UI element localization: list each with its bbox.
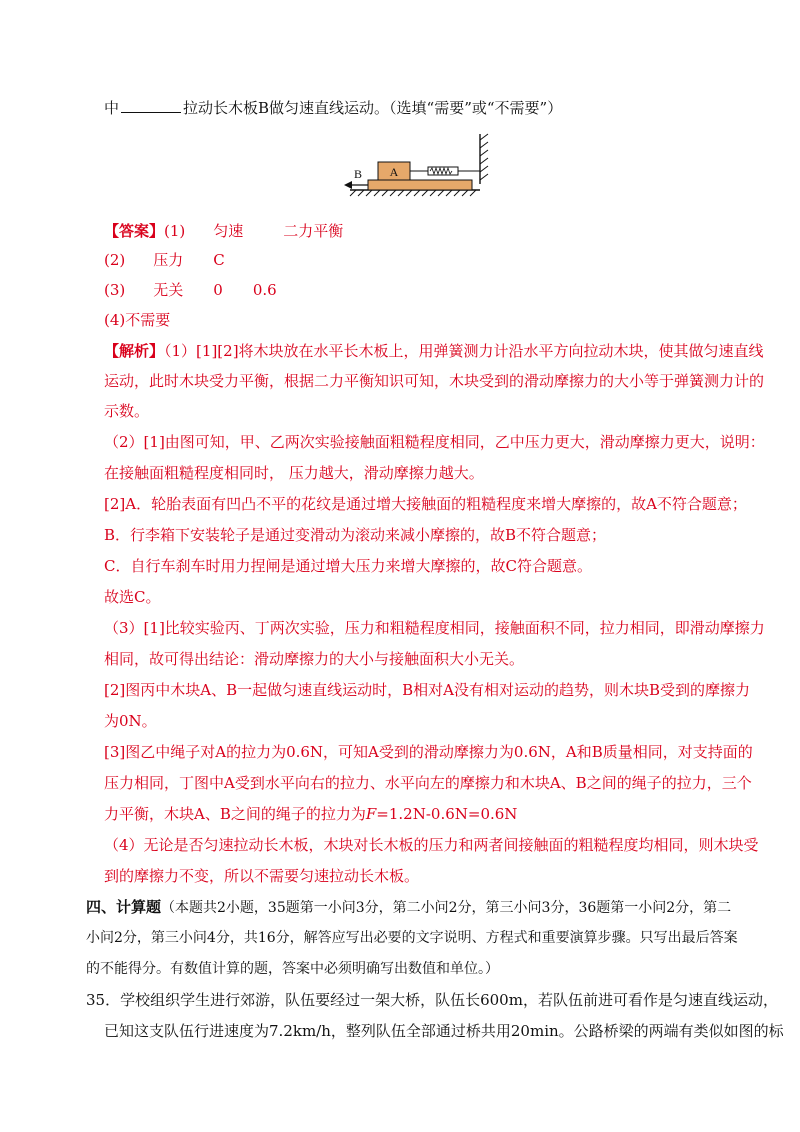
analysis-line [104, 804, 730, 824]
section-4-line: 的不能得分。有数值计算的题，答案中必须明确写出数值和单位。） [86, 961, 499, 977]
section-4-line: 小问2分，第三小问4分，共16分，解答应写出必要的文字说明、方程式和重要演算步骤。只写出最后答案 [86, 930, 738, 946]
experiment-figure [340, 132, 500, 202]
analysis-text: =1.2N-0.6N=0.6N [376, 805, 518, 823]
analysis-text: （1）[1][2]将木块放在水平长木板上，用弹簧测力计沿水平方向拉动木块，使其做匀速直线 [164, 342, 764, 360]
analysis-line: [2]A．轮胎表面有凹凸不平的花纹是通过增大接触面的粗糙程度来增大摩擦的，故A不符合题意； [104, 495, 747, 513]
analysis-line [104, 341, 764, 361]
arrow-head [344, 181, 352, 189]
answer-value: 无关 [153, 281, 184, 299]
analysis-line: 在接触面粗糙程度相同时， 压力越大，滑动摩擦力越大。 [104, 464, 484, 482]
block-a-label: A [389, 165, 399, 179]
section-4-title: 四、计算题 [86, 898, 162, 916]
answer-row-1 [104, 221, 730, 241]
answer-blank [121, 98, 181, 113]
wall-hatch [480, 134, 488, 180]
analysis-line: 故选C。 [104, 588, 161, 606]
answer-value: C [213, 251, 225, 269]
analysis-line: 示数。 [104, 402, 150, 420]
answer-num: (2) [104, 251, 126, 269]
answer-num: (3) [104, 281, 126, 299]
analysis-line: C．自行车刹车时用力捏闸是通过增大压力来增大摩擦的，故C符合题意。 [104, 557, 592, 575]
answer-row-3 [104, 280, 730, 300]
analysis-text: 力平衡，木块A、B之间的绳子的拉力为 [104, 805, 366, 823]
answer-value: 0.6 [252, 281, 277, 299]
answer-row-4: (4)不需要 [104, 311, 171, 329]
answer-value: 压力 [153, 251, 184, 269]
arrow-label: B [353, 167, 363, 181]
question-35-line: 35．学校组织学生进行郊游，队伍要经过一架大桥，队伍长600m，若队伍前进可看作是匀速直线运动， [86, 991, 778, 1009]
question-35-line: 已知这支队伍行进速度为7.2km/h，整列队伍全部通过桥共用20min。公路桥梁的两端有类似如图的标 [104, 1022, 784, 1040]
answer-row-2 [104, 250, 730, 270]
analysis-line: 运动，此时木块受力平衡，根据二力平衡知识可知，木块受到的滑动摩擦力的大小等于弹簧测力计的 [104, 372, 765, 390]
answer-value: 0 [213, 281, 223, 299]
analysis-line: 为0N。 [104, 712, 157, 730]
analysis-line: （2）[1]由图可知，甲、乙两次实验接触面粗糙程度相同，乙中压力更大，滑动摩擦力更大，说明： [104, 433, 765, 451]
answer-heading: 【答案】 [104, 222, 165, 240]
answer-value: 二力平衡 [283, 222, 344, 240]
question-suffix: 拉动长木板B做匀速直线运动。（选填“需要”或“不需要”） [183, 99, 563, 117]
analysis-line: 相同，故可得出结论：滑动摩擦力的大小与接触面积大小无关。 [104, 650, 525, 668]
question-tail [104, 98, 730, 118]
analysis-line: B．行李箱下安装轮子是通过变滑动为滚动来减小摩擦的，故B不符合题意； [104, 526, 607, 544]
analysis-line: 压力相同，丁图中A受到水平向右的拉力、水平向左的摩擦力和木块A、B之间的绳子的拉力，三个 [104, 774, 752, 792]
analysis-line: [3]图乙中绳子对A的拉力为0.6N，可知A受到的滑动摩擦力为0.6N，A和B质量相同，对支持面的 [104, 743, 753, 761]
analysis-heading: 【解析】 [104, 342, 165, 360]
analysis-line: （4）无论是否匀速拉动长木板，木块对长木板的压力和两者间接触面的粗糙程度均相同，则木块受 [104, 836, 759, 854]
question-prefix: 中 [104, 99, 120, 117]
ground-hatch [350, 190, 476, 196]
answer-num: (1) [164, 222, 186, 240]
analysis-line: （3）[1]比较实验丙、丁两次实验，压力和粗糙程度相同，接触面积不同，拉力相同，即滑动摩擦力 [104, 619, 765, 637]
analysis-line: [2]图丙中木块A、B一起做匀速直线运动时，B相对A没有相对运动的趋势，则木块B受到的摩擦力 [104, 681, 750, 699]
force-variable: F [365, 805, 377, 823]
analysis-line: 到的摩擦力不变，所以不需要匀速拉动长木板。 [104, 867, 420, 885]
answer-value: 匀速 [213, 222, 244, 240]
section-4-line [86, 897, 730, 918]
section-4-text: （本题共2小题，35题第一小问3分，第二小问2分，第三小问3分，36题第一小问2分，第二 [161, 900, 732, 916]
board-b [368, 180, 472, 190]
